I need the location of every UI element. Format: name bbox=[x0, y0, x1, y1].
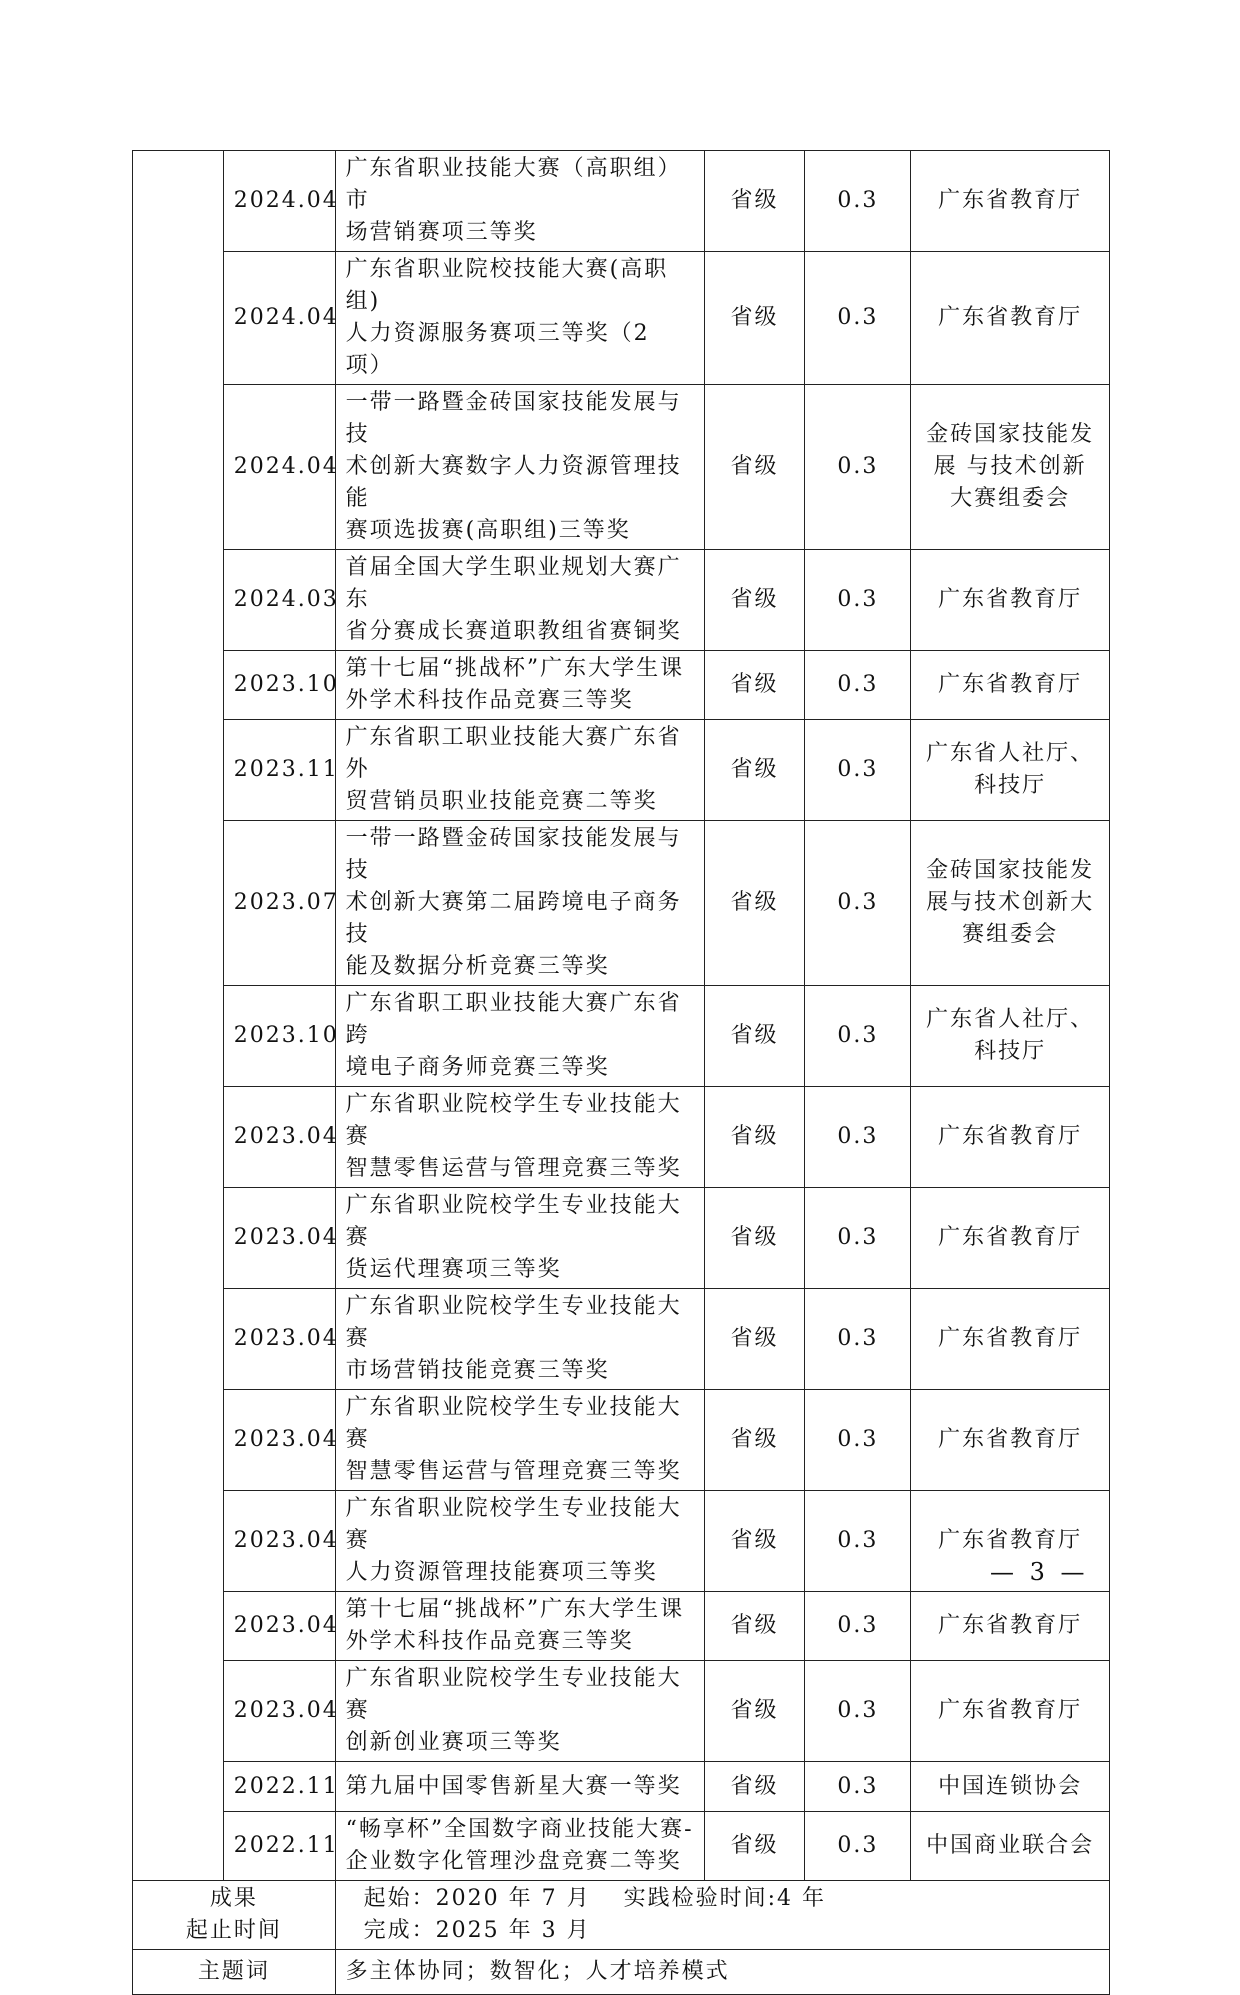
award-score-line: 0.3 bbox=[837, 587, 879, 612]
award-score bbox=[805, 1087, 911, 1188]
award-date-line: 2023.10 bbox=[233, 672, 339, 697]
award-level bbox=[704, 1087, 805, 1188]
award-date bbox=[223, 550, 339, 651]
award-issuer-line: 广东省教育厅 bbox=[938, 1613, 1083, 1638]
award-name-line: 一带一路暨金砖国家技能发展与技 bbox=[345, 390, 682, 447]
award-issuer bbox=[911, 1188, 1110, 1289]
award-level-line: 省级 bbox=[730, 1427, 779, 1452]
award-name-line: 企业数字化管理沙盘竞赛二等奖 bbox=[345, 1849, 682, 1874]
award-issuer-line: 广东省教育厅 bbox=[938, 1124, 1083, 1149]
award-score-line: 0.3 bbox=[837, 1833, 879, 1858]
award-level bbox=[704, 1592, 805, 1661]
award-name bbox=[335, 385, 704, 550]
keywords-value: 多主体协同；数智化；人才培养模式 bbox=[335, 1950, 1109, 1995]
award-issuer-line: 广东省教育厅 bbox=[938, 188, 1083, 213]
award-issuer bbox=[911, 1289, 1110, 1390]
period-label-line1: 成果 bbox=[209, 1886, 258, 1911]
award-name bbox=[335, 550, 704, 651]
award-level bbox=[704, 1188, 805, 1289]
award-level bbox=[704, 720, 805, 821]
award-name-line: 智慧零售运营与管理竞赛三等奖 bbox=[345, 1156, 682, 1181]
award-date-line: 2023.10 bbox=[233, 1023, 339, 1048]
award-score bbox=[805, 1188, 911, 1289]
award-date-line: 2024.04 bbox=[233, 454, 339, 479]
award-score bbox=[805, 720, 911, 821]
award-name-line: 术创新大赛第二届跨境电子商务技 bbox=[345, 890, 682, 947]
award-level-line: 省级 bbox=[730, 1326, 779, 1351]
award-score-line: 0.3 bbox=[837, 672, 879, 697]
award-issuer bbox=[911, 651, 1110, 720]
award-level bbox=[704, 151, 805, 252]
award-name-line: 省分赛成长赛道职教组省赛铜奖 bbox=[345, 619, 682, 644]
award-row bbox=[133, 151, 1110, 252]
award-name bbox=[335, 1661, 704, 1762]
award-level-line: 省级 bbox=[730, 1833, 779, 1858]
award-score bbox=[805, 821, 911, 986]
award-issuer bbox=[911, 550, 1110, 651]
award-name-line: 贸营销员职业技能竞赛二等奖 bbox=[345, 789, 658, 814]
award-name-line: 智慧零售运营与管理竞赛三等奖 bbox=[345, 1459, 682, 1484]
award-level-line: 省级 bbox=[730, 672, 779, 697]
award-score bbox=[805, 651, 911, 720]
period-label-line2: 起止时间 bbox=[185, 1918, 282, 1943]
award-name-line: 广东省职业院校学生专业技能大赛 bbox=[345, 1666, 682, 1723]
award-date-line: 2023.04 bbox=[233, 1613, 339, 1638]
award-date bbox=[223, 1661, 339, 1762]
award-name bbox=[335, 1812, 704, 1881]
award-issuer-line: 金砖国家技能发 bbox=[926, 422, 1095, 447]
award-score-line: 0.3 bbox=[837, 188, 879, 213]
award-level bbox=[704, 1661, 805, 1762]
award-issuer-line: 科技厅 bbox=[974, 773, 1047, 798]
category-cell bbox=[133, 151, 224, 1881]
award-issuer-line: 赛组委会 bbox=[962, 922, 1059, 947]
award-level-line: 省级 bbox=[730, 587, 779, 612]
award-issuer-line: 展 与技术创新 bbox=[933, 454, 1087, 479]
award-date bbox=[223, 385, 339, 550]
award-date bbox=[223, 651, 339, 720]
award-issuer bbox=[911, 986, 1110, 1087]
award-name-line: 广东省职业院校学生专业技能大赛 bbox=[345, 1294, 682, 1351]
award-issuer-line: 广东省教育厅 bbox=[938, 1528, 1083, 1553]
award-name bbox=[335, 1087, 704, 1188]
award-name bbox=[335, 151, 704, 252]
award-name-line: 赛项选拔赛(高职组)三等奖 bbox=[345, 518, 631, 543]
award-row bbox=[133, 550, 1110, 651]
award-issuer-line: 中国连锁协会 bbox=[938, 1773, 1083, 1799]
award-score-line: 0.3 bbox=[837, 1773, 879, 1799]
award-issuer-line: 广东省教育厅 bbox=[938, 305, 1083, 330]
award-issuer bbox=[911, 1592, 1110, 1661]
award-score-line: 0.3 bbox=[837, 890, 879, 915]
award-score bbox=[805, 1592, 911, 1661]
award-date bbox=[223, 1390, 339, 1491]
award-name-line: 广东省职业院校学生专业技能大赛 bbox=[345, 1193, 682, 1250]
period-end: 完成：2025 年 3 月 bbox=[363, 1918, 591, 1943]
period-value bbox=[335, 1881, 1109, 1950]
award-score-line: 0.3 bbox=[837, 1023, 879, 1048]
award-level-line: 省级 bbox=[730, 1528, 779, 1553]
award-level-line: 省级 bbox=[730, 188, 779, 213]
award-score bbox=[805, 151, 911, 252]
award-score-line: 0.3 bbox=[837, 454, 879, 479]
award-name-line: 第九届中国零售新星大赛一等奖 bbox=[345, 1773, 682, 1799]
award-row bbox=[133, 821, 1110, 986]
award-issuer bbox=[911, 151, 1110, 252]
award-row bbox=[133, 1289, 1110, 1390]
award-level-line: 省级 bbox=[730, 1225, 779, 1250]
award-row bbox=[133, 1661, 1110, 1762]
award-date bbox=[223, 1188, 339, 1289]
award-score bbox=[805, 986, 911, 1087]
award-date-line: 2023.04 bbox=[233, 1326, 339, 1351]
award-level bbox=[704, 550, 805, 651]
award-level-line: 省级 bbox=[730, 1124, 779, 1149]
award-name-line: 广东省职业院校学生专业技能大赛 bbox=[345, 1092, 682, 1149]
award-score bbox=[805, 385, 911, 550]
keywords-row bbox=[133, 1950, 1110, 1995]
award-score-line: 0.3 bbox=[837, 1698, 879, 1723]
award-issuer-line: 科技厅 bbox=[974, 1039, 1047, 1064]
award-level bbox=[704, 1289, 805, 1390]
award-date bbox=[223, 1762, 339, 1812]
award-score-line: 0.3 bbox=[837, 305, 879, 330]
award-score-line: 0.3 bbox=[837, 757, 879, 782]
award-issuer-line: 展与技术创新大 bbox=[926, 890, 1095, 915]
award-date-line: 2022.11 bbox=[233, 1833, 339, 1858]
award-date bbox=[223, 821, 339, 986]
award-issuer bbox=[911, 252, 1110, 385]
award-level bbox=[704, 385, 805, 550]
award-issuer-line: 广东省人社厅、 bbox=[926, 1007, 1095, 1032]
award-date-line: 2022.11 bbox=[233, 1773, 339, 1799]
award-score-line: 0.3 bbox=[837, 1124, 879, 1149]
award-level bbox=[704, 651, 805, 720]
award-name-line: 第十七届“挑战杯”广东大学生课 bbox=[345, 1597, 685, 1622]
award-name bbox=[335, 1289, 704, 1390]
award-name-line: 外学术科技作品竞赛三等奖 bbox=[345, 688, 634, 713]
award-row bbox=[133, 385, 1110, 550]
award-name bbox=[335, 651, 704, 720]
award-level bbox=[704, 1491, 805, 1592]
award-name-line: 术创新大赛数字人力资源管理技能 bbox=[345, 454, 682, 511]
award-level-line: 省级 bbox=[730, 890, 779, 915]
award-date bbox=[223, 151, 339, 252]
award-level bbox=[704, 1762, 805, 1812]
award-date bbox=[223, 1087, 339, 1188]
award-level bbox=[704, 1390, 805, 1491]
award-date bbox=[223, 1592, 339, 1661]
award-row bbox=[133, 1390, 1110, 1491]
award-date-line: 2024.03 bbox=[233, 587, 339, 612]
award-level-line: 省级 bbox=[730, 1698, 779, 1723]
award-issuer-line: 广东省教育厅 bbox=[938, 587, 1083, 612]
award-name-line: 能及数据分析竞赛三等奖 bbox=[345, 954, 610, 979]
page-number: — 3 — bbox=[990, 1558, 1089, 1586]
award-issuer bbox=[911, 1762, 1110, 1812]
award-score bbox=[805, 1762, 911, 1812]
award-name-line: 外学术科技作品竞赛三等奖 bbox=[345, 1629, 634, 1654]
award-issuer-line: 广东省人社厅、 bbox=[926, 741, 1095, 766]
award-name-line: 广东省职工职业技能大赛广东省跨 bbox=[345, 991, 682, 1048]
period-label bbox=[133, 1881, 336, 1950]
award-level-line: 省级 bbox=[730, 1613, 779, 1638]
award-date bbox=[223, 986, 339, 1087]
award-name-line: “畅享杯”全国数字商业技能大赛- bbox=[345, 1817, 694, 1842]
award-name-line: 第十七届“挑战杯”广东大学生课 bbox=[345, 656, 685, 681]
award-name-line: 首届全国大学生职业规划大赛广东 bbox=[345, 555, 682, 612]
award-level bbox=[704, 252, 805, 385]
award-score bbox=[805, 1289, 911, 1390]
awards-table bbox=[132, 150, 1110, 1995]
award-row bbox=[133, 720, 1110, 821]
award-score bbox=[805, 252, 911, 385]
award-level-line: 省级 bbox=[730, 757, 779, 782]
meta-section bbox=[133, 1881, 1110, 1995]
award-date-line: 2023.04 bbox=[233, 1225, 339, 1250]
award-score bbox=[805, 1812, 911, 1881]
award-name-line: 创新创业赛项三等奖 bbox=[345, 1730, 562, 1755]
award-name-line: 货运代理赛项三等奖 bbox=[345, 1257, 562, 1282]
award-name-line: 广东省职业院校学生专业技能大赛 bbox=[345, 1395, 682, 1452]
award-row bbox=[133, 1087, 1110, 1188]
award-row bbox=[133, 1188, 1110, 1289]
keywords-label: 主题词 bbox=[133, 1950, 336, 1995]
award-issuer-line: 中国商业联合会 bbox=[926, 1833, 1095, 1858]
award-name bbox=[335, 1592, 704, 1661]
award-issuer bbox=[911, 821, 1110, 986]
award-name bbox=[335, 986, 704, 1087]
award-name bbox=[335, 720, 704, 821]
award-level-line: 省级 bbox=[730, 305, 779, 330]
award-row bbox=[133, 651, 1110, 720]
award-level-line: 省级 bbox=[730, 1023, 779, 1048]
award-date-line: 2023.07 bbox=[233, 890, 339, 915]
award-level-line: 省级 bbox=[730, 1773, 779, 1799]
award-score bbox=[805, 1661, 911, 1762]
award-name bbox=[335, 252, 704, 385]
award-date-line: 2023.11 bbox=[233, 757, 339, 782]
award-name-line: 人力资源管理技能赛项三等奖 bbox=[345, 1560, 658, 1585]
award-date bbox=[223, 252, 339, 385]
award-name bbox=[335, 1390, 704, 1491]
award-date-line: 2023.04 bbox=[233, 1427, 339, 1452]
award-name bbox=[335, 1188, 704, 1289]
award-name-line: 场营销赛项三等奖 bbox=[345, 220, 538, 245]
award-issuer-line: 广东省教育厅 bbox=[938, 1427, 1083, 1452]
award-score-line: 0.3 bbox=[837, 1613, 879, 1638]
award-issuer-line: 广东省教育厅 bbox=[938, 1698, 1083, 1723]
award-name-line: 广东省职业技能大赛（高职组）市 bbox=[345, 156, 682, 213]
award-issuer bbox=[911, 1087, 1110, 1188]
award-score-line: 0.3 bbox=[837, 1326, 879, 1351]
award-name bbox=[335, 1491, 704, 1592]
award-name bbox=[335, 1762, 704, 1812]
award-date-line: 2024.04 bbox=[233, 305, 339, 330]
award-issuer bbox=[911, 1812, 1110, 1881]
award-level bbox=[704, 821, 805, 986]
award-name-line: 境电子商务师竞赛三等奖 bbox=[345, 1055, 610, 1080]
awards-table-body bbox=[133, 151, 1110, 1881]
award-date-line: 2023.04 bbox=[233, 1698, 339, 1723]
award-issuer-line: 广东省教育厅 bbox=[938, 1326, 1083, 1351]
period-start: 起始：2020 年 7 月 实践检验时间:4 年 bbox=[363, 1886, 827, 1911]
award-issuer bbox=[911, 1661, 1110, 1762]
award-score bbox=[805, 1390, 911, 1491]
award-date bbox=[223, 1491, 339, 1592]
award-name bbox=[335, 821, 704, 986]
award-date-line: 2023.04 bbox=[233, 1124, 339, 1149]
award-name-line: 广东省职业院校学生专业技能大赛 bbox=[345, 1496, 682, 1553]
award-row bbox=[133, 1812, 1110, 1881]
award-date-line: 2023.04 bbox=[233, 1528, 339, 1553]
award-level bbox=[704, 1812, 805, 1881]
award-row bbox=[133, 1491, 1110, 1592]
award-date bbox=[223, 720, 339, 821]
award-name-line: 广东省职工职业技能大赛广东省外 bbox=[345, 725, 682, 782]
award-issuer-line: 金砖国家技能发 bbox=[926, 858, 1095, 883]
award-date bbox=[223, 1289, 339, 1390]
award-score-line: 0.3 bbox=[837, 1427, 879, 1452]
award-name-line: 广东省职业院校技能大赛(高职组) bbox=[345, 257, 669, 314]
award-score bbox=[805, 1491, 911, 1592]
award-name-line: 人力资源服务赛项三等奖（2 项） bbox=[345, 321, 650, 378]
award-issuer bbox=[911, 720, 1110, 821]
award-score-line: 0.3 bbox=[837, 1528, 879, 1553]
period-row bbox=[133, 1881, 1110, 1950]
award-issuer-line: 大赛组委会 bbox=[950, 486, 1071, 511]
award-issuer bbox=[911, 1390, 1110, 1491]
award-date bbox=[223, 1812, 339, 1881]
award-name-line: 一带一路暨金砖国家技能发展与技 bbox=[345, 826, 682, 883]
award-date-line: 2024.04 bbox=[233, 188, 339, 213]
award-level bbox=[704, 986, 805, 1087]
award-issuer bbox=[911, 385, 1110, 550]
award-score-line: 0.3 bbox=[837, 1225, 879, 1250]
award-issuer-line: 广东省教育厅 bbox=[938, 1225, 1083, 1250]
award-name-line: 市场营销技能竞赛三等奖 bbox=[345, 1358, 610, 1383]
award-level-line: 省级 bbox=[730, 454, 779, 479]
award-score bbox=[805, 550, 911, 651]
award-row bbox=[133, 1762, 1110, 1812]
award-issuer-line: 广东省教育厅 bbox=[938, 672, 1083, 697]
award-row bbox=[133, 986, 1110, 1087]
award-row bbox=[133, 252, 1110, 385]
award-row bbox=[133, 1592, 1110, 1661]
